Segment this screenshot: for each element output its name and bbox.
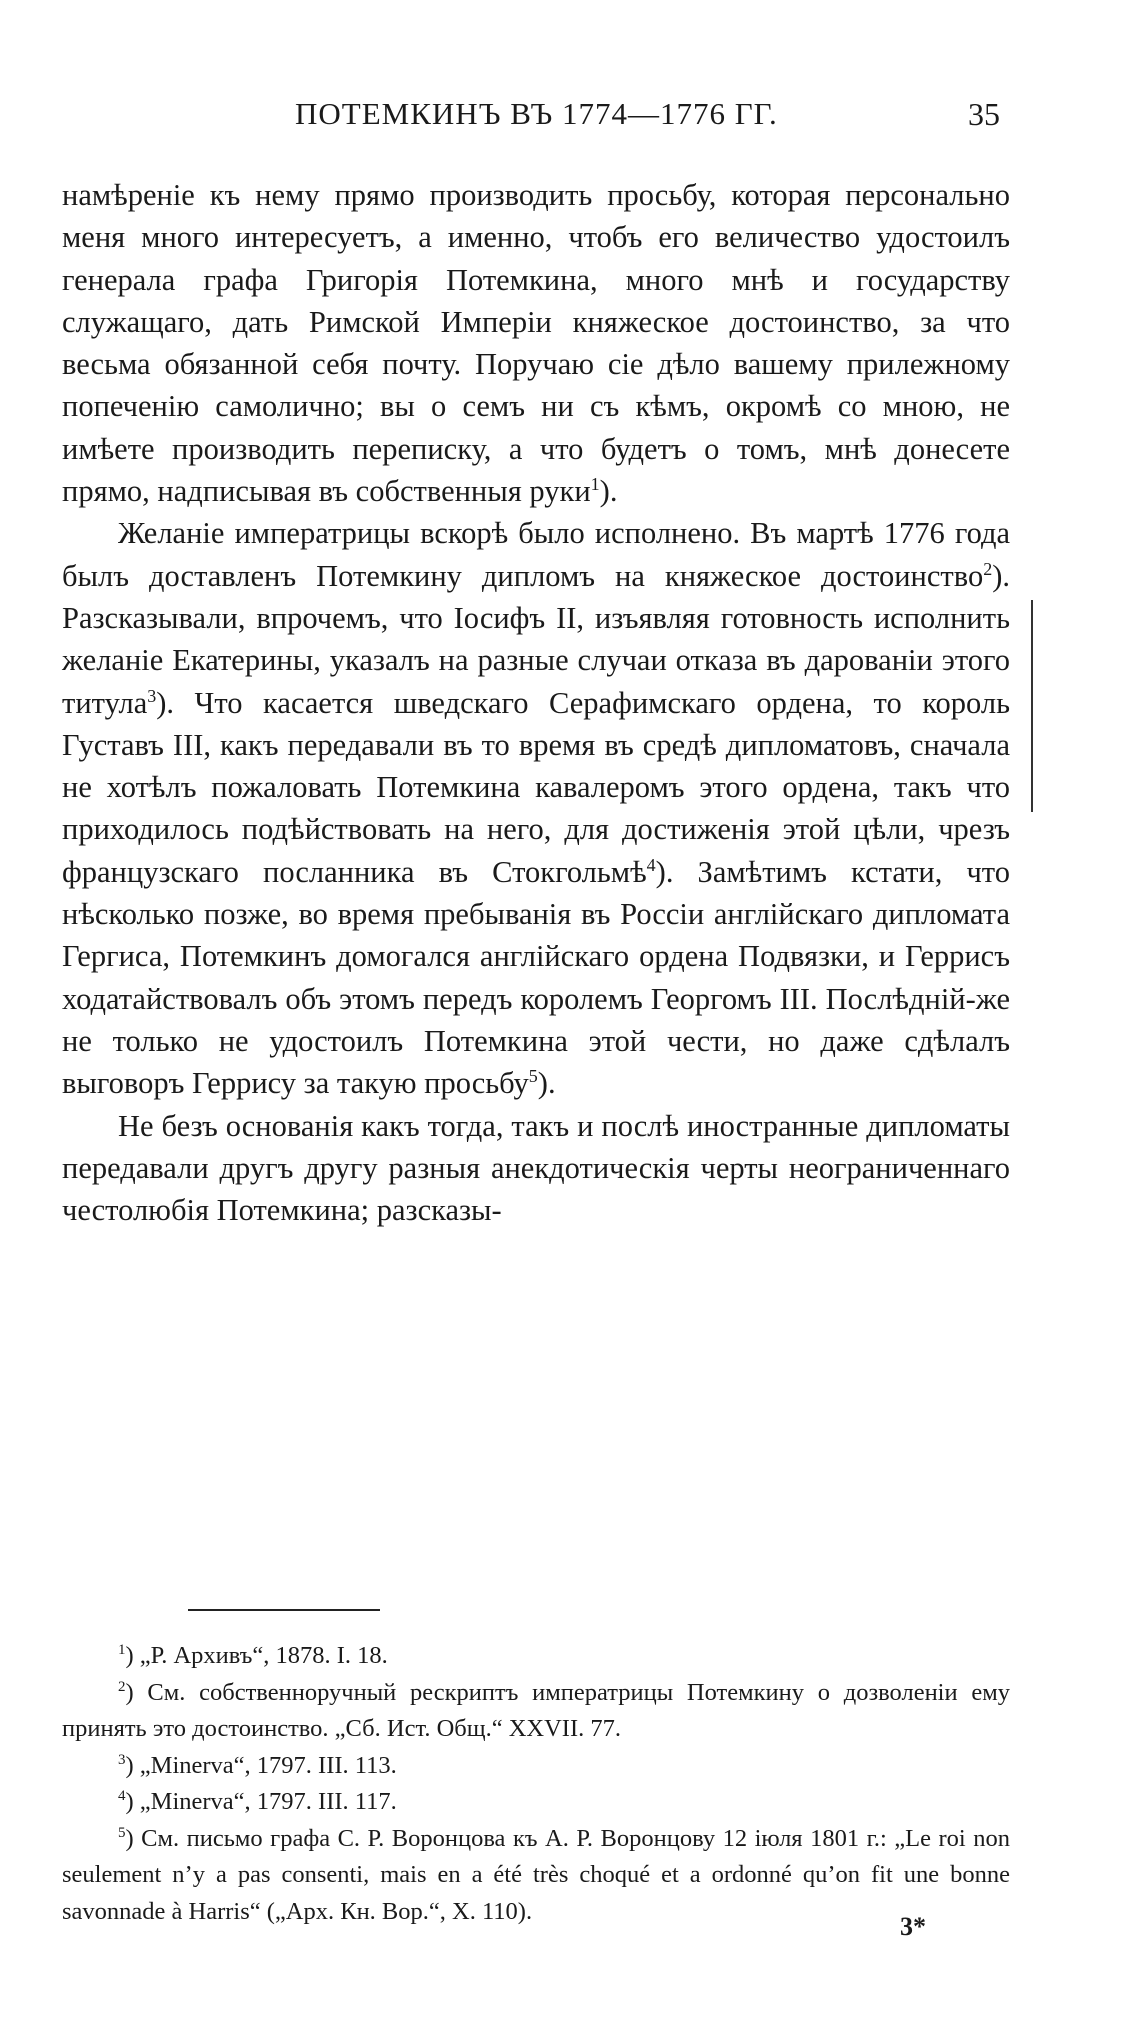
footnote-ref[interactable]: 4 (646, 854, 656, 875)
footnote-ref[interactable]: 3 (147, 685, 157, 706)
footnotes (62, 1638, 1010, 1930)
paragraph: намѣреніе къ нему прямо производить просьбу, которая персонально меня много интересуетъ, а именно, чтобъ его величество удостоилъ генерала графа Григорія Потемкина, много мнѣ и государству служащаго, дать Римской Имперіи княжеское достоинство, за что весьма обязанной себя почту. Поручаю сіе дѣло вашему прилежному попеченію самолично; вы о семъ ни съ кѣмъ, окромѣ со мною, не имѣете производить переписку, а что будетъ о томъ, мнѣ донесете прямо, надписывая въ собственныя руки$^1$). (62, 178, 1010, 509)
signature-mark: 3* (900, 1912, 926, 1941)
footnote: $^1$) „Р. Архивъ“, 1878. I. 18. (118, 1641, 388, 1669)
footnote-rule (188, 1609, 380, 1611)
page-header (0, 96, 1140, 136)
footnote-mark: 1 (118, 1641, 126, 1658)
paragraph: Не безъ основанія какъ тогда, такъ и послѣ иностранные дипломаты передавали другъ другу разныя анекдотическія черты неограниченнаго честолюбія Потемкина; разсказы- (62, 1108, 1010, 1228)
footnote: $^2$) См. собственноручный рескриптъ императрицы Потемкину о дозволеніи ему принять это достоинство. „Сб. Ист. Общ.“ XXVII. 77. (62, 1678, 1010, 1742)
paragraph: Желаніе императрицы вскорѣ было исполнено. Въ мартѣ 1776 года былъ доставленъ Потемкину дипломъ на княжеское достоинство$^2$). Разсказывали, впрочемъ, что Іосифъ II, изъявляя готовность исполнить желаніе Екатерины, указалъ на разные случаи отказа въ дарованіи этого титула$^3$). Что касается шведскаго Серафимскаго ордена, то король Густавъ III, какъ передавали въ то время въ средѣ дипломатовъ, сначала не хотѣлъ пожаловать Потемкина кавалеромъ этого ордена, такъ что приходилось подѣйствовать на него, для достиженія этой цѣли, чрезъ французскаго посланника въ Стокгольмѣ$^4$). Замѣтимъ кстати, что нѣсколько позже, во время пребыванія въ Россіи англійскаго дипломата Гергиса, Потемкинъ домогался англійскаго ордена Подвязки, и Геррисъ ходатайствовалъ объ этомъ передъ королемъ Георгомъ III. Послѣдній-же не только не удостоилъ Потемкина этой чести, но даже сдѣлалъ выговоръ Геррису за такую просьбу$^5$). (62, 516, 1010, 1101)
margin-bracket (1031, 600, 1043, 812)
footnote-mark: 5 (118, 1824, 126, 1841)
footnote-ref[interactable]: 1 (590, 473, 600, 494)
footnote: $^3$) „Minerva“, 1797. III. 113. (118, 1751, 397, 1779)
footnote-mark: 2 (118, 1678, 126, 1695)
footnote-mark: 4 (118, 1787, 126, 1804)
body-text (62, 174, 1010, 1231)
footnote-ref[interactable]: 2 (983, 558, 993, 579)
running-title: ПОТЕМКИНЪ ВЪ 1774—1776 ГГ. (295, 96, 778, 131)
footnote: $^5$) См. письмо графа С. Р. Воронцова къ А. Р. Воронцову 12 іюля 1801 г.: „Le roi non seulement n’y a pas consenti, mais en a été très choqué et a ordonné qu’on fit une bonne savonnade à Harris“ („Арх. Кн. Вор.“, X. 110). (62, 1824, 1010, 1925)
footnote-ref[interactable]: 5 (528, 1066, 538, 1087)
page-number: 35 (968, 96, 1000, 132)
footnote-mark: 3 (118, 1751, 126, 1768)
footnote: $^4$) „Minerva“, 1797. III. 117. (118, 1787, 397, 1815)
